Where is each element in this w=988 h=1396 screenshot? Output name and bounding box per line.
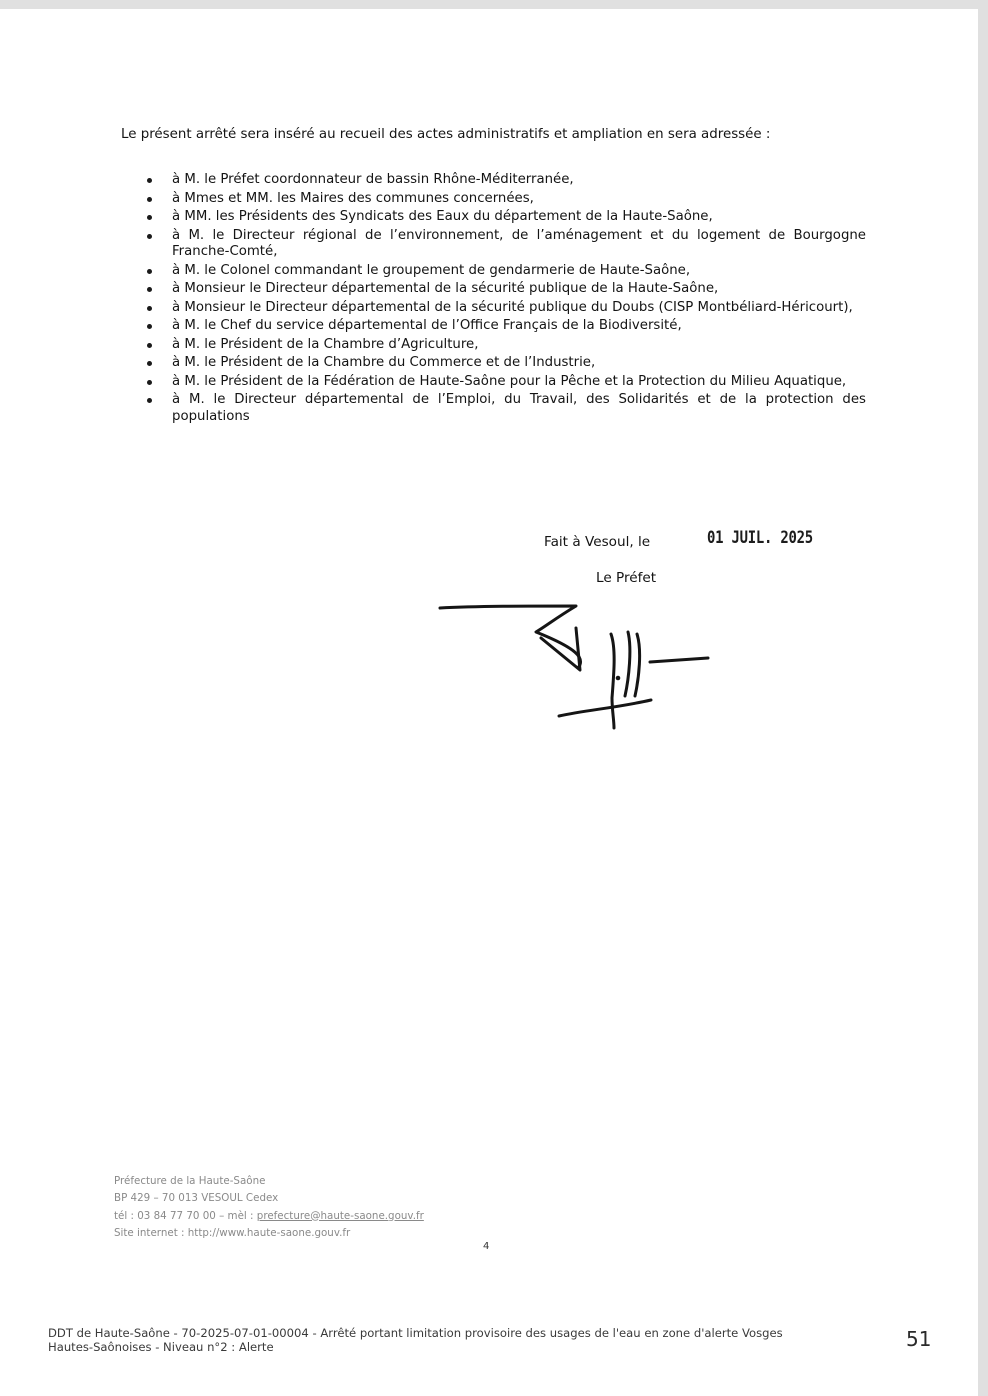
list-item: à Mmes et MM. les Maires des communes concernées, <box>172 191 866 208</box>
recipient-list <box>0 172 988 427</box>
document-reference <box>48 1326 848 1354</box>
list-item: à M. le Président de la Fédération de Haute-Saône pour la Pêche et la Protection du Milieu Aquatique, <box>172 374 866 391</box>
footer-phone: tél : 03 84 77 70 00 – mèl : <box>114 1209 257 1222</box>
list-item: à M. le Président de la Chambre du Commerce et de l’Industrie, <box>172 355 866 372</box>
footer-contact <box>114 1208 424 1225</box>
document-reference-line2: Hautes-Saônoises - Niveau n°2 : Alerte <box>48 1340 274 1354</box>
handwritten-signature <box>436 598 716 733</box>
collection-page-number: 51 <box>906 1327 932 1351</box>
list-item: à Monsieur le Directeur départemental de la sécurité publique de la Haute-Saône, <box>172 281 866 298</box>
footer-institution: Préfecture de la Haute-Saône <box>114 1175 266 1187</box>
list-item: à Monsieur le Directeur départemental de la sécurité publique du Doubs (CISP Montbéliard-Héricourt), <box>172 300 866 317</box>
place-label: Fait à Vesoul, le <box>544 534 651 550</box>
list-item: à M. le Chef du service départemental de l’Office Français de la Biodiversité, <box>172 318 866 335</box>
list-item: à M. le Colonel commandant le groupement de gendarmerie de Haute-Saône, <box>172 263 866 280</box>
list-item: à M. le Directeur départemental de l’Emploi, du Travail, des Solidarités et de la protection des populations <box>172 392 866 424</box>
date-stamp: 01 JUIL. 2025 <box>707 528 813 548</box>
list-item: à M. le Président de la Chambre d’Agriculture, <box>172 337 866 354</box>
page-number: 4 <box>483 1241 490 1252</box>
list-item: à MM. les Présidents des Syndicats des Eaux du département de la Haute-Saône, <box>172 209 866 226</box>
intro-paragraph: Le présent arrêté sera inséré au recueil des actes administratifs et ampliation en sera adressée : <box>121 127 771 142</box>
footer-email-link[interactable]: prefecture@haute-saone.gouv.fr <box>256 1209 424 1222</box>
footer-address: BP 429 – 70 013 VESOUL Cedex <box>114 1192 279 1205</box>
document-reference-line1: DDT de Haute-Saône - 70-2025-07-01-00004 - Arrêté portant limitation provisoire des usages de l'eau en zone d'alerte Vosges <box>48 1326 783 1340</box>
footer-website[interactable]: Site internet : http://www.haute-saone.gouv.fr <box>114 1226 351 1239</box>
signatory-role: Le Préfet <box>596 570 657 586</box>
list-item: à M. le Préfet coordonnateur de bassin Rhône-Méditerranée, <box>172 172 866 189</box>
list-item: à M. le Directeur régional de l’environnement, de l’aménagement et du logement de Bourgogne Franche-Comté, <box>172 227 866 259</box>
prefecture-footer <box>114 1173 424 1242</box>
